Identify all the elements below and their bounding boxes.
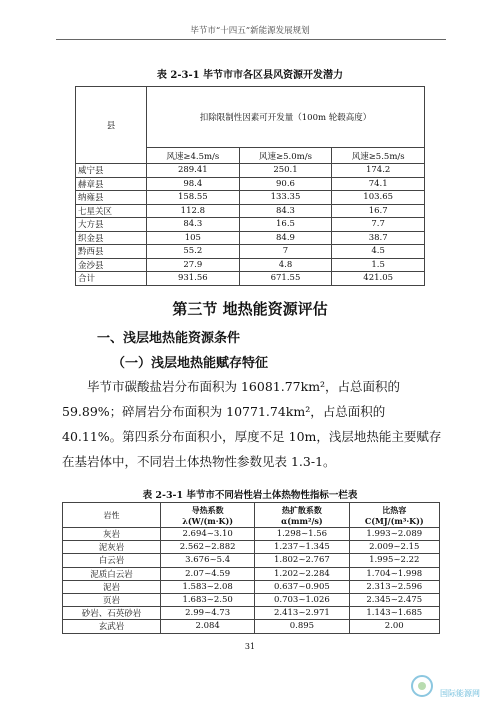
county-name: 七星关区 [76,204,147,218]
rock-type: 泥质白云岩 [63,567,161,580]
potential-value: 112.8 [147,204,240,218]
potential-value: 133.35 [239,191,332,205]
potential-value: 931.56 [147,272,240,286]
potential-value: 421.05 [332,272,425,286]
property-value: 0.637~0.905 [255,580,349,593]
table-row [76,164,425,178]
subsection-heading-1: 一、浅层地热能资源条件 [97,331,241,346]
property-value: 2.694~3.10 [161,528,255,541]
table2-caption: 表 2-3-1 毕节市不同岩性岩土体热物性指标一栏表 [142,490,358,501]
table-row [63,567,440,580]
table2-header-cell: 岩性 [63,503,161,528]
potential-value: 16.7 [332,204,425,218]
potential-value: 671.55 [239,272,332,286]
potential-value: 4.5 [332,245,425,259]
potential-value: 289.41 [147,164,240,178]
table-row [76,177,425,191]
running-header: 毕节市“十四五”新能源发展规划 [190,26,310,36]
county-name: 金沙县 [76,258,147,272]
potential-value: 27.9 [147,258,240,272]
table2-header-cell: 导热系数 λ(W/(m·K)) [161,503,255,528]
property-value: 1.583~2.08 [161,580,255,593]
speed-header-3: 风速≥5.5m/s [332,148,425,164]
table2-header-cell: 比热容 C(MJ/(m³·K)) [349,503,439,528]
property-value: 2.084 [161,620,255,633]
county-name: 黔西县 [76,245,147,259]
table-row [63,580,440,593]
property-value: 1.993~2.089 [349,528,439,541]
rock-type: 泥岩 [63,580,161,593]
table-row [76,272,425,286]
table-row [76,258,425,272]
property-value: 1.298~1.56 [255,528,349,541]
table-row [63,528,440,541]
subsection-heading-2: （一）浅层地热能赋存特征 [112,356,269,371]
watermark-logo-icon [400,668,500,706]
potential-value: 55.2 [147,245,240,259]
table2-header-cell: 热扩散系数 α(mm²/s) [255,503,349,528]
potential-value: 174.2 [332,164,425,178]
property-value: 2.009~2.15 [349,541,439,554]
county-name: 大方县 [76,218,147,232]
rock-type: 砂岩、石英砂岩 [63,607,161,620]
potential-value: 98.4 [147,177,240,191]
county-name: 织金县 [76,231,147,245]
table-row [63,593,440,606]
speed-header-2: 风速≥5.0m/s [239,148,332,164]
rock-type: 灰岩 [63,528,161,541]
table-row [76,204,425,218]
potential-value: 1.5 [332,258,425,272]
page-number: 31 [244,642,256,651]
potential-value: 84.3 [239,204,332,218]
potential-value: 103.65 [332,191,425,205]
speed-header-1: 风速≥4.5m/s [147,148,240,164]
span-header: 扣除限制性因素可开发量（100m 轮毂高度） [147,87,425,148]
table1-caption: 表 2-3-1 毕节市市各区县风资源开发潜力 [156,70,344,81]
potential-value: 105 [147,231,240,245]
county-name: 赫章县 [76,177,147,191]
thermal-properties-table [62,502,440,634]
property-value: 2.345~2.475 [349,593,439,606]
rock-type: 玄武岩 [63,620,161,633]
potential-value: 84.9 [239,231,332,245]
table-row [63,620,440,633]
property-value: 0.703~1.026 [255,593,349,606]
potential-value: 74.1 [332,177,425,191]
rock-type: 白云岩 [63,554,161,567]
section-title: 第三节 地热能资源评估 [172,300,328,318]
header-rule [56,39,446,40]
body-paragraph [62,374,442,474]
rock-type: 页岩 [63,593,161,606]
potential-value: 16.5 [239,218,332,232]
property-value: 2.00 [349,620,439,633]
table-row [63,554,440,567]
potential-value: 84.3 [147,218,240,232]
property-value: 2.562~2.882 [161,541,255,554]
potential-value: 38.7 [332,231,425,245]
potential-value: 7 [239,245,332,259]
property-value: 1.704~1.998 [349,567,439,580]
table-row [63,541,440,554]
property-value: 1.802~2.767 [255,554,349,567]
property-value: 1.683~2.50 [161,593,255,606]
property-value: 2.313~2.596 [349,580,439,593]
table-row [76,245,425,259]
county-name: 纳雍县 [76,191,147,205]
property-value: 1.237~1.345 [255,541,349,554]
county-name: 威宁县 [76,164,147,178]
county-name: 合计 [76,272,147,286]
table-row [76,191,425,205]
watermark-text: 国际能源网 [440,689,480,698]
potential-value: 4.8 [239,258,332,272]
col-county-header: 县 [76,87,147,164]
property-value: 1.995~2.22 [349,554,439,567]
property-value: 2.07~4.59 [161,567,255,580]
wind-potential-table [75,86,425,286]
property-value: 1.143~1.685 [349,607,439,620]
table-row [63,607,440,620]
property-value: 2.413~2.971 [255,607,349,620]
rock-type: 泥灰岩 [63,541,161,554]
table-row [76,218,425,232]
table2-body [63,528,440,634]
property-value: 1.202~2.284 [255,567,349,580]
potential-value: 158.55 [147,191,240,205]
property-value: 0.895 [255,620,349,633]
potential-value: 250.1 [239,164,332,178]
property-value: 2.99~4.73 [161,607,255,620]
property-value: 3.676~5.4 [161,554,255,567]
table2-header-row [63,503,440,528]
table-row [76,231,425,245]
table1-body [76,164,425,286]
paragraph-text: 毕节市碳酸盐岩分布面积为 16081.77km²，占总面积的 59.89%；碎屑岩分布面积为 10771.74km²，占总面积的 40.11%。第四系分布面积小，厚度不足 10m，浅层地热能主要赋存在基岩体中，不同岩土体热物性参数见表 1.3-1。 [62,379,442,469]
potential-value: 90.6 [239,177,332,191]
potential-value: 7.7 [332,218,425,232]
